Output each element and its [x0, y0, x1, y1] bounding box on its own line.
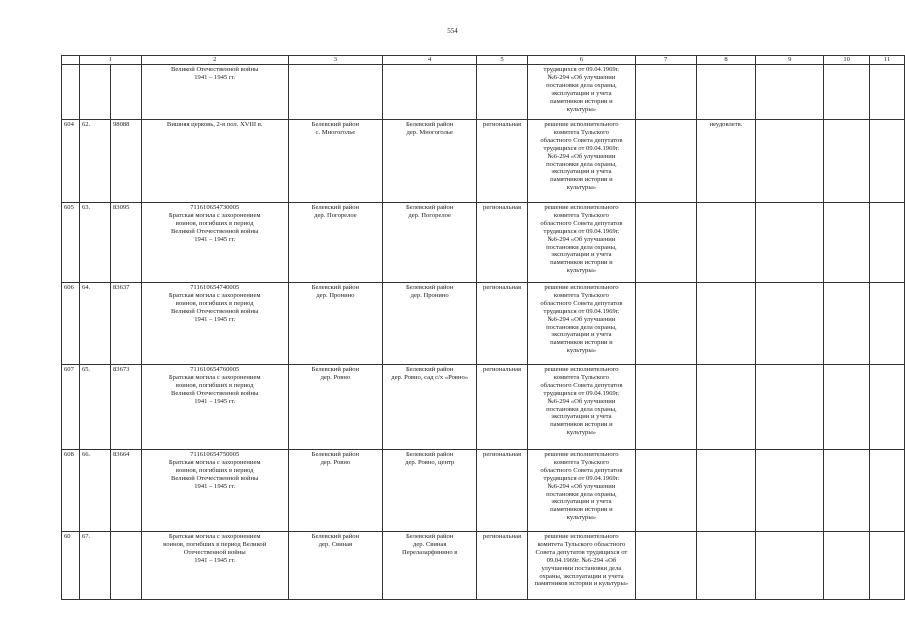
- document-cell: решение исполнительного комитета Тульского областного Совета депутатов трудящихся от 09.04.1969г. №6-294 «Об улучшении постановки дела охраны, эксплуатации и учета памятников истории и культуры»: [528, 532, 636, 600]
- row-number-cell: [79, 120, 141, 203]
- document-cell: трудящихся от 09.04.1969г. №6-294 «Об улучшении постановки дела охраны, эксплуатации и учета памятников истории и культуры»: [528, 65, 636, 120]
- header-cell-9: 9: [756, 56, 824, 65]
- registry-number: [111, 532, 115, 599]
- header-cell-2: 2: [141, 56, 288, 65]
- col8-cell: [696, 203, 756, 283]
- item-number: [80, 65, 111, 119]
- category-cell: региональная: [477, 120, 528, 203]
- col11-cell: [870, 120, 905, 203]
- category-cell: региональная: [477, 283, 528, 365]
- object-code: 711610654760005: [190, 366, 240, 373]
- district-cell: Белевский район дер. Ровно: [288, 450, 383, 532]
- category-cell: региональная: [477, 365, 528, 450]
- object-name: Братская могила с захоронением воинов, погибших в период Великой Отечественной войны 1941 – 1945 гг.: [168, 458, 261, 490]
- document-cell: решение исполнительного комитета Тульского областного Совета депутатов трудящихся от 09.04.1969г. №6-294 «Об улучшении постановки дела охраны, эксплуатации и учета памятников истории и культуры»: [528, 450, 636, 532]
- table-row: [62, 365, 905, 450]
- address-cell: Белевский район дер. Свиная Перелазарфинино в: [383, 532, 477, 600]
- col11-cell: [870, 532, 905, 600]
- col7-cell: [635, 450, 696, 532]
- col10-cell: [824, 532, 870, 600]
- object-name-cell: [141, 203, 288, 283]
- district-cell: Белевский район дер. Свиная: [288, 532, 383, 600]
- col11-cell: [870, 283, 905, 365]
- object-name-cell: [141, 450, 288, 532]
- col8-cell: [696, 283, 756, 365]
- col10-cell: [824, 203, 870, 283]
- col8-cell: [696, 365, 756, 450]
- table-body: [62, 56, 905, 600]
- col7-cell: [635, 283, 696, 365]
- row-index-cell: 606: [62, 283, 80, 365]
- object-code: 711610654740005: [190, 284, 240, 291]
- object-name: Великой Отечественной войны 1941 – 1945 гг.: [170, 66, 259, 81]
- document-cell: решение исполнительного комитета Тульского областного Совета депутатов трудящихся от 09.04.1969г. №6-294 «Об улучшении постановки дела охраны, эксплуатации и учета памятников истории и культуры»: [528, 283, 636, 365]
- col8-cell: [696, 65, 756, 120]
- row-index-cell: 608: [62, 450, 80, 532]
- object-code: 711610654730005: [190, 204, 240, 211]
- row-number-cell: [79, 65, 141, 120]
- table-row: [62, 532, 905, 600]
- document-cell: решение исполнительного комитета Тульского областного Совета депутатов трудящихся от 09.04.1969г. №6-294 «Об улучшении постановки дела охраны, эксплуатации и учета памятников истории и культуры»: [528, 120, 636, 203]
- page-number: 554: [447, 27, 458, 35]
- object-name: Братская могила с захоронением воинов, погибших в период Великой Отечественной войны 1941 – 1945 гг.: [163, 533, 267, 564]
- address-cell: Белевский район дер. Погорелое: [383, 203, 477, 283]
- address-cell: Белевский район дер. Пронино: [383, 283, 477, 365]
- table-row: [62, 120, 905, 203]
- item-number: 64.: [80, 283, 111, 364]
- table-row: [62, 450, 905, 532]
- object-name-cell: [141, 365, 288, 450]
- col9-cell: [756, 120, 824, 203]
- header-cell-blank: [62, 56, 80, 65]
- header-cell-3: 3: [288, 56, 383, 65]
- object-name-cell: [141, 120, 288, 203]
- address-cell: Белевский район дер. Ровно, центр: [383, 450, 477, 532]
- col11-cell: [870, 450, 905, 532]
- object-name-cell: [141, 283, 288, 365]
- object-name-cell: [141, 65, 288, 120]
- row-index-cell: 60: [62, 532, 80, 600]
- header-cell-5: 5: [477, 56, 528, 65]
- object-name-cell: [141, 532, 288, 600]
- col9-cell: [756, 283, 824, 365]
- item-number: 65.: [80, 365, 111, 449]
- col10-cell: [824, 365, 870, 450]
- table-row: [62, 65, 905, 120]
- district-cell: Белевский район дер. Ровно: [288, 365, 383, 450]
- col9-cell: [756, 203, 824, 283]
- monuments-table: [61, 55, 905, 600]
- district-cell: [288, 65, 383, 120]
- col11-cell: [870, 203, 905, 283]
- row-number-cell: [79, 450, 141, 532]
- col7-cell: [635, 532, 696, 600]
- col7-cell: [635, 365, 696, 450]
- address-cell: [383, 65, 477, 120]
- registry-number: 83095: [112, 204, 130, 211]
- district-cell: Белевский район дер. Погорелое: [288, 203, 383, 283]
- col7-cell: [635, 65, 696, 120]
- col10-cell: [824, 450, 870, 532]
- registry-number: 83637: [112, 284, 130, 291]
- header-cell-8: 8: [696, 56, 756, 65]
- col9-cell: [756, 365, 824, 450]
- category-cell: региональная: [477, 203, 528, 283]
- col10-cell: [824, 120, 870, 203]
- header-row: [62, 56, 905, 65]
- col9-cell: [756, 450, 824, 532]
- row-index-cell: [62, 65, 80, 120]
- col9-cell: [756, 65, 824, 120]
- col11-cell: [870, 65, 905, 120]
- header-cell-4: 4: [383, 56, 477, 65]
- col9-cell: [756, 532, 824, 600]
- category-cell: [477, 65, 528, 120]
- object-code: 711610654750005: [190, 451, 240, 458]
- row-number-cell: [79, 203, 141, 283]
- object-name: Братская могила с захоронением воинов, погибших в период Великой Отечественной войны 1941 – 1945 гг.: [168, 291, 261, 323]
- header-cell-11: 11: [870, 56, 905, 65]
- table-row: [62, 203, 905, 283]
- header-cell-7: 7: [635, 56, 696, 65]
- district-cell: Белевский район дер. Пронино: [288, 283, 383, 365]
- district-cell: Белевский район с. Многоголье: [288, 120, 383, 203]
- registry-number: [111, 65, 115, 119]
- col10-cell: [824, 65, 870, 120]
- col8-cell: [696, 532, 756, 600]
- row-number-cell: [79, 532, 141, 600]
- table-row: [62, 283, 905, 365]
- object-name: Вишняя церковь, 2-я пол. XVIII в.: [166, 121, 263, 128]
- registry-number: 83673: [112, 366, 130, 373]
- row-number-cell: [79, 365, 141, 450]
- item-number: 62.: [80, 120, 111, 202]
- col8-cell: неудовлетв.: [696, 120, 756, 203]
- address-cell: Белевский район дер. Ровно, сад с/х «Ровно»: [383, 365, 477, 450]
- item-number: 63.: [80, 203, 111, 282]
- item-number: 66.: [80, 450, 111, 531]
- object-name: Братская могила с захоронением воинов, погибших в период Великой Отечественной войны 1941 – 1945 гг.: [168, 211, 261, 243]
- col11-cell: [870, 365, 905, 450]
- col7-cell: [635, 203, 696, 283]
- category-cell: региональная: [477, 450, 528, 532]
- row-index-cell: 607: [62, 365, 80, 450]
- col8-cell: [696, 450, 756, 532]
- col7-cell: [635, 120, 696, 203]
- row-number-cell: [79, 283, 141, 365]
- item-number: 67.: [80, 532, 111, 599]
- header-cell-10: 10: [824, 56, 870, 65]
- category-cell: региональная: [477, 532, 528, 600]
- registry-number: 98088: [112, 121, 130, 128]
- document-cell: решение исполнительного комитета Тульского областного Совета депутатов трудящихся от 09.04.1969г. №6-294 «Об улучшении постановки дела охраны, эксплуатации и учета памятников истории и культуры»: [528, 365, 636, 450]
- object-name: Братская могила с захоронением воинов, погибших в период Великой Отечественной войны 1941 – 1945 гг.: [168, 373, 261, 405]
- header-cell-1: 1: [79, 56, 141, 65]
- header-cell-6: 6: [528, 56, 636, 65]
- row-index-cell: 604: [62, 120, 80, 203]
- address-cell: Белевский район дер. Многоголье: [383, 120, 477, 203]
- col10-cell: [824, 283, 870, 365]
- document-cell: решение исполнительного комитета Тульского областного Совета депутатов трудящихся от 09.04.1969г. №6-294 «Об улучшении постановки дела охраны, эксплуатации и учета памятников истории и культуры»: [528, 203, 636, 283]
- registry-number: 83664: [112, 451, 130, 458]
- row-index-cell: 605: [62, 203, 80, 283]
